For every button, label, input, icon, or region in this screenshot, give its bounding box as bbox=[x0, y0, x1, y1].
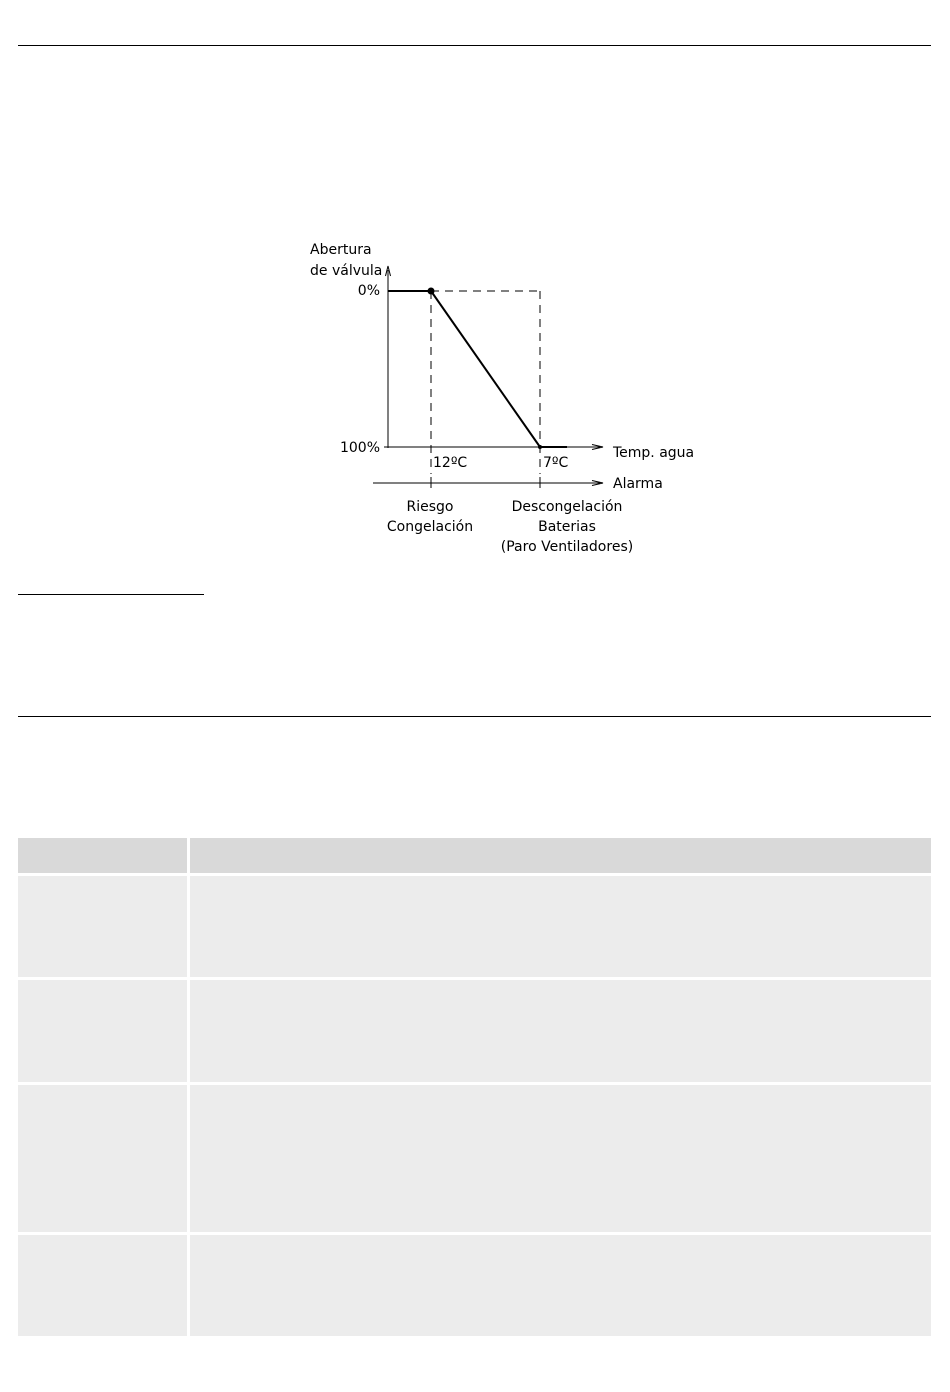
table-cell bbox=[18, 980, 187, 1082]
table-cell bbox=[190, 980, 931, 1082]
table-cell bbox=[190, 876, 931, 977]
table-header-row bbox=[18, 838, 931, 873]
section-rule bbox=[18, 716, 931, 717]
table-cell bbox=[18, 876, 187, 977]
annotation-line: Congelación bbox=[386, 519, 474, 535]
table-cell bbox=[18, 1085, 187, 1232]
annotation-line: Baterias bbox=[538, 519, 596, 535]
table-row bbox=[18, 876, 931, 977]
table-cell bbox=[190, 1235, 931, 1336]
annotation-line: Descongelación bbox=[511, 499, 623, 515]
annotation-line: (Paro Ventiladores) bbox=[500, 539, 634, 555]
table-row bbox=[18, 1085, 931, 1232]
alarm-annotations bbox=[387, 499, 633, 555]
y-tick-100: 100% bbox=[339, 440, 380, 456]
valve-opening-chart bbox=[0, 0, 950, 600]
series-point bbox=[538, 445, 542, 449]
x-axis-label: Temp. agua bbox=[613, 445, 695, 461]
y-tick-0: 0% bbox=[357, 283, 380, 299]
series-point bbox=[428, 288, 435, 295]
table-header-cell bbox=[190, 838, 931, 873]
table-row bbox=[18, 1235, 931, 1336]
x-tick-12c: 12ºC bbox=[433, 455, 468, 471]
x-tick-7c: 7ºC bbox=[543, 455, 569, 471]
y-axis-label-line1: Abertura bbox=[310, 242, 372, 258]
table-row bbox=[18, 980, 931, 1082]
y-axis-label-line2: de válvula bbox=[310, 263, 383, 279]
footnote-rule bbox=[18, 594, 204, 595]
table-cell bbox=[190, 1085, 931, 1232]
alarm-axis-label: Alarma bbox=[613, 476, 663, 492]
annotation-line: Riesgo bbox=[406, 499, 454, 515]
table-cell bbox=[18, 1235, 187, 1336]
series-segment bbox=[431, 291, 540, 447]
data-table bbox=[18, 838, 931, 1336]
table-header-cell bbox=[18, 838, 187, 873]
